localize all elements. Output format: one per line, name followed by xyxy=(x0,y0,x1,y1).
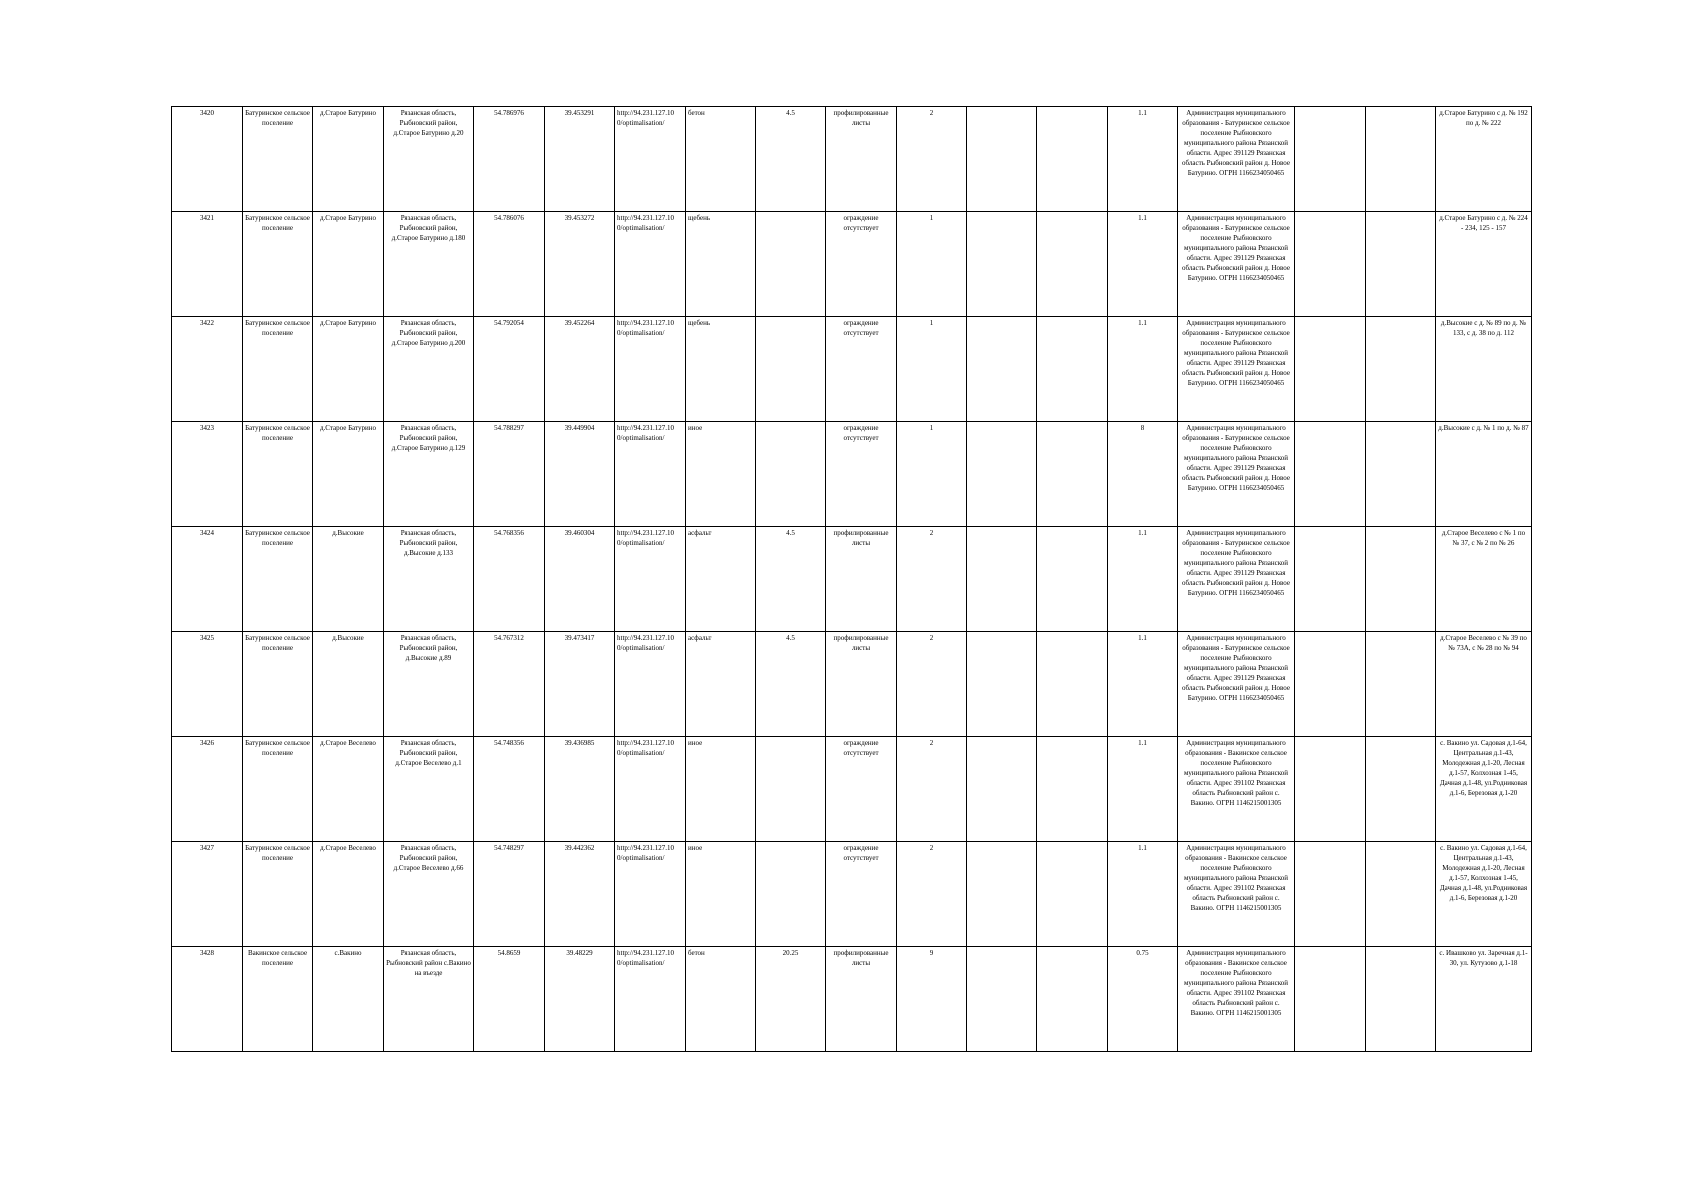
empty-cell xyxy=(1037,632,1108,737)
empty-cell xyxy=(1295,632,1366,737)
sources-cell: с. Ивашково ул. Заречная д.1-30, ул. Кутузово д.1-18 xyxy=(1436,947,1532,1052)
empty-cell xyxy=(1295,317,1366,422)
owner-cell: Администрация муниципального образования - Батуринское сельское поселение Рыбновского муниципального района Рязанской области. Адрес 391129 Рязанская область Рыбновский район д. Новое Батурино. ОГРН 1166234050465 xyxy=(1178,527,1295,632)
fence-cell: профилированные листы xyxy=(826,947,897,1052)
area-cell: 4.5 xyxy=(756,107,826,212)
table-row xyxy=(172,107,1532,212)
container-volume-cell: 1.1 xyxy=(1108,632,1178,737)
table-row xyxy=(172,632,1532,737)
area-cell: 4.5 xyxy=(756,632,826,737)
fence-cell: ограждение отсутствует xyxy=(826,212,897,317)
address-cell: Рязанская область, Рыбновский район, д.Старое Батурино д.200 xyxy=(384,317,474,422)
container-volume-cell: 1.1 xyxy=(1108,107,1178,212)
surface-cell: асфальт xyxy=(686,632,756,737)
containers-count-cell: 2 xyxy=(897,107,967,212)
latitude-cell: 54.786076 xyxy=(474,212,545,317)
fence-cell: профилированные листы xyxy=(826,632,897,737)
locality-cell: д.Высокие xyxy=(313,632,384,737)
surface-cell: щебень xyxy=(686,212,756,317)
empty-cell xyxy=(967,947,1037,1052)
containers-count-cell: 9 xyxy=(897,947,967,1052)
empty-cell xyxy=(1037,317,1108,422)
locality-cell: д.Старое Батурино xyxy=(313,107,384,212)
address-cell: Рязанская область, Рыбновский район, д.Старое Батурино д.180 xyxy=(384,212,474,317)
empty-cell xyxy=(967,842,1037,947)
containers-count-cell: 2 xyxy=(897,842,967,947)
containers-count-cell: 2 xyxy=(897,737,967,842)
owner-cell: Администрация муниципального образования - Вакинское сельское поселение Рыбновского муниципального района Рязанской области. Адрес 391102 Рязанская область Рыбновский район с. Вакино. ОГРН 1146215001305 xyxy=(1178,842,1295,947)
settlement-cell: Батуринское сельское поселение xyxy=(243,737,313,842)
containers-count-cell: 1 xyxy=(897,422,967,527)
area-cell xyxy=(756,737,826,842)
table-row xyxy=(172,737,1532,842)
row-number: 3422 xyxy=(172,317,243,422)
row-number: 3426 xyxy=(172,737,243,842)
empty-cell xyxy=(1037,527,1108,632)
fence-cell: профилированные листы xyxy=(826,107,897,212)
surface-cell: иное xyxy=(686,842,756,947)
empty-cell xyxy=(1366,737,1436,842)
row-number: 3420 xyxy=(172,107,243,212)
locality-cell: с.Вакино xyxy=(313,947,384,1052)
settlement-cell: Батуринское сельское поселение xyxy=(243,422,313,527)
empty-cell xyxy=(1037,107,1108,212)
empty-cell xyxy=(1366,632,1436,737)
owner-cell: Администрация муниципального образования - Батуринское сельское поселение Рыбновского муниципального района Рязанской области. Адрес 391129 Рязанская область Рыбновский район д. Новое Батурино. ОГРН 1166234050465 xyxy=(1178,212,1295,317)
empty-cell xyxy=(1295,422,1366,527)
empty-cell xyxy=(1295,107,1366,212)
settlement-cell: Вакинское сельское поселение xyxy=(243,947,313,1052)
empty-cell xyxy=(1295,842,1366,947)
empty-cell xyxy=(1295,947,1366,1052)
sources-cell: д.Высокие с д. № 89 по д. № 133, с д. 38 по д. 112 xyxy=(1436,317,1532,422)
sources-cell: д.Старое Батурино с д. № 224 - 234, 125 - 157 xyxy=(1436,212,1532,317)
empty-cell xyxy=(1037,212,1108,317)
link-cell[interactable]: http://94.231.127.10 0/optimalisation/ xyxy=(615,632,686,737)
empty-cell xyxy=(1037,737,1108,842)
empty-cell xyxy=(967,317,1037,422)
row-number: 3421 xyxy=(172,212,243,317)
latitude-cell: 54.748356 xyxy=(474,737,545,842)
address-cell: Рязанская область, Рыбновский район, д.Старое Веселево д.66 xyxy=(384,842,474,947)
sources-cell: д.Старое Батурино с д. № 192 по д. № 222 xyxy=(1436,107,1532,212)
table-row xyxy=(172,422,1532,527)
area-cell xyxy=(756,422,826,527)
owner-cell: Администрация муниципального образования - Батуринское сельское поселение Рыбновского муниципального района Рязанской области. Адрес 391129 Рязанская область Рыбновский район д. Новое Батурино. ОГРН 1166234050465 xyxy=(1178,632,1295,737)
locality-cell: д.Старое Веселево xyxy=(313,842,384,947)
area-cell: 20.25 xyxy=(756,947,826,1052)
surface-cell: иное xyxy=(686,422,756,527)
empty-cell xyxy=(1295,527,1366,632)
table-row xyxy=(172,947,1532,1052)
table-row xyxy=(172,842,1532,947)
latitude-cell: 54.748297 xyxy=(474,842,545,947)
sources-cell: с. Вакино ул. Садовая д.1-64, Центральная д.1-43, Молодежная д.1-20, Лесная д.1-57, Колхозная 1-45, Дачная д.1-48, ул.Родниковая д.1-6, Березовая д.1-20 xyxy=(1436,842,1532,947)
surface-cell: бетон xyxy=(686,107,756,212)
latitude-cell: 54.788297 xyxy=(474,422,545,527)
row-number: 3424 xyxy=(172,527,243,632)
empty-cell xyxy=(1366,422,1436,527)
locality-cell: д.Старое Веселево xyxy=(313,737,384,842)
sources-cell: с. Вакино ул. Садовая д.1-64, Центральная д.1-43, Молодежная д.1-20, Лесная д.1-57, Колхозная 1-45, Дачная д.1-48, ул.Родниковая д.1-6, Березовая д.1-20 xyxy=(1436,737,1532,842)
longitude-cell: 39.436985 xyxy=(545,737,615,842)
empty-cell xyxy=(967,422,1037,527)
container-volume-cell: 8 xyxy=(1108,422,1178,527)
locality-cell: д.Высокие xyxy=(313,527,384,632)
containers-count-cell: 1 xyxy=(897,317,967,422)
latitude-cell: 54.768356 xyxy=(474,527,545,632)
link-cell[interactable]: http://94.231.127.10 0/optimalisation/ xyxy=(615,317,686,422)
longitude-cell: 39.473417 xyxy=(545,632,615,737)
container-volume-cell: 1.1 xyxy=(1108,212,1178,317)
empty-cell xyxy=(967,737,1037,842)
container-volume-cell: 0.75 xyxy=(1108,947,1178,1052)
link-cell[interactable]: http://94.231.127.10 0/optimalisation/ xyxy=(615,107,686,212)
address-cell: Рязанская область, Рыбновский район, д.Старое Веселево д.1 xyxy=(384,737,474,842)
owner-cell: Администрация муниципального образования - Батуринское сельское поселение Рыбновского муниципального района Рязанской области. Адрес 391129 Рязанская область Рыбновский район д. Новое Батурино. ОГРН 1166234050465 xyxy=(1178,107,1295,212)
link-cell[interactable]: http://94.231.127.10 0/optimalisation/ xyxy=(615,842,686,947)
row-number: 3425 xyxy=(172,632,243,737)
empty-cell xyxy=(967,632,1037,737)
settlement-cell: Батуринское сельское поселение xyxy=(243,527,313,632)
area-cell xyxy=(756,212,826,317)
empty-cell xyxy=(1037,842,1108,947)
empty-cell xyxy=(967,212,1037,317)
containers-count-cell: 2 xyxy=(897,632,967,737)
containers-count-cell: 1 xyxy=(897,212,967,317)
owner-cell: Администрация муниципального образования - Батуринское сельское поселение Рыбновского муниципального района Рязанской области. Адрес 391129 Рязанская область Рыбновский район д. Новое Батурино. ОГРН 1166234050465 xyxy=(1178,422,1295,527)
longitude-cell: 39.453272 xyxy=(545,212,615,317)
empty-cell xyxy=(1366,527,1436,632)
fence-cell: ограждение отсутствует xyxy=(826,842,897,947)
table-row xyxy=(172,527,1532,632)
longitude-cell: 39.453291 xyxy=(545,107,615,212)
fence-cell: ограждение отсутствует xyxy=(826,317,897,422)
surface-cell: иное xyxy=(686,737,756,842)
link-cell[interactable]: http://94.231.127.10 0/optimalisation/ xyxy=(615,212,686,317)
area-cell xyxy=(756,842,826,947)
settlement-cell: Батуринское сельское поселение xyxy=(243,632,313,737)
container-volume-cell: 1.1 xyxy=(1108,842,1178,947)
locality-cell: д.Старое Батурино xyxy=(313,422,384,527)
table-row xyxy=(172,317,1532,422)
owner-cell: Администрация муниципального образования - Вакинское сельское поселение Рыбновского муниципального района Рязанской области. Адрес 391102 Рязанская область Рыбновский район с. Вакино. ОГРН 1146215001305 xyxy=(1178,737,1295,842)
latitude-cell: 54.792054 xyxy=(474,317,545,422)
address-cell: Рязанская область, Рыбновский район с.Вакино на въезде xyxy=(384,947,474,1052)
address-cell: Рязанская область, Рыбновский район, д.Высокие д.89 xyxy=(384,632,474,737)
containers-count-cell: 2 xyxy=(897,527,967,632)
settlement-cell: Батуринское сельское поселение xyxy=(243,212,313,317)
empty-cell xyxy=(1366,842,1436,947)
settlement-cell: Батуринское сельское поселение xyxy=(243,317,313,422)
fence-cell: ограждение отсутствует xyxy=(826,422,897,527)
registry-table xyxy=(171,106,1532,1052)
link-cell[interactable]: http://94.231.127.10 0/optimalisation/ xyxy=(615,527,686,632)
settlement-cell: Батуринское сельское поселение xyxy=(243,107,313,212)
settlement-cell: Батуринское сельское поселение xyxy=(243,842,313,947)
longitude-cell: 39.460304 xyxy=(545,527,615,632)
container-volume-cell: 1.1 xyxy=(1108,737,1178,842)
fence-cell: профилированные листы xyxy=(826,527,897,632)
empty-cell xyxy=(1366,212,1436,317)
empty-cell xyxy=(967,527,1037,632)
latitude-cell: 54.767312 xyxy=(474,632,545,737)
area-cell xyxy=(756,317,826,422)
empty-cell xyxy=(1037,947,1108,1052)
empty-cell xyxy=(1366,317,1436,422)
sources-cell: д.Старое Веселево с № 1 по № 37, с № 2 по № 26 xyxy=(1436,527,1532,632)
owner-cell: Администрация муниципального образования - Батуринское сельское поселение Рыбновского муниципального района Рязанской области. Адрес 391129 Рязанская область Рыбновский район д. Новое Батурино. ОГРН 1166234050465 xyxy=(1178,317,1295,422)
table-row xyxy=(172,212,1532,317)
locality-cell: д.Старое Батурино xyxy=(313,317,384,422)
empty-cell xyxy=(967,107,1037,212)
sources-cell: д.Старое Веселево с № 39 по № 73А, с № 28 по № 94 xyxy=(1436,632,1532,737)
longitude-cell: 39.442362 xyxy=(545,842,615,947)
empty-cell xyxy=(1037,422,1108,527)
link-cell[interactable]: http://94.231.127.10 0/optimalisation/ xyxy=(615,422,686,527)
link-cell[interactable]: http://94.231.127.10 0/optimalisation/ xyxy=(615,737,686,842)
address-cell: Рязанская область, Рыбновский район, д.Старое Батурино д.20 xyxy=(384,107,474,212)
row-number: 3428 xyxy=(172,947,243,1052)
container-volume-cell: 1.1 xyxy=(1108,527,1178,632)
empty-cell xyxy=(1366,947,1436,1052)
locality-cell: д.Старое Батурино xyxy=(313,212,384,317)
area-cell: 4.5 xyxy=(756,527,826,632)
surface-cell: бетон xyxy=(686,947,756,1052)
owner-cell: Администрация муниципального образования - Вакинское сельское поселение Рыбновского муниципального района Рязанской области. Адрес 391102 Рязанская область Рыбновский район с. Вакино. ОГРН 1146215001305 xyxy=(1178,947,1295,1052)
latitude-cell: 54.8659 xyxy=(474,947,545,1052)
empty-cell xyxy=(1366,107,1436,212)
row-number: 3423 xyxy=(172,422,243,527)
container-volume-cell: 1.1 xyxy=(1108,317,1178,422)
latitude-cell: 54.786976 xyxy=(474,107,545,212)
empty-cell xyxy=(1295,737,1366,842)
longitude-cell: 39.48229 xyxy=(545,947,615,1052)
address-cell: Рязанская область, Рыбновский район, д.Высокие д.133 xyxy=(384,527,474,632)
surface-cell: щебень xyxy=(686,317,756,422)
fence-cell: ограждение отсутствует xyxy=(826,737,897,842)
longitude-cell: 39.452264 xyxy=(545,317,615,422)
row-number: 3427 xyxy=(172,842,243,947)
longitude-cell: 39.449904 xyxy=(545,422,615,527)
link-cell[interactable]: http://94.231.127.10 0/optimalisation/ xyxy=(615,947,686,1052)
surface-cell: асфальт xyxy=(686,527,756,632)
sources-cell: д.Высокие с д. № 1 по д. № 87 xyxy=(1436,422,1532,527)
address-cell: Рязанская область, Рыбновский район, д.Старое Батурино д.129 xyxy=(384,422,474,527)
empty-cell xyxy=(1295,212,1366,317)
table-body xyxy=(172,107,1532,1052)
